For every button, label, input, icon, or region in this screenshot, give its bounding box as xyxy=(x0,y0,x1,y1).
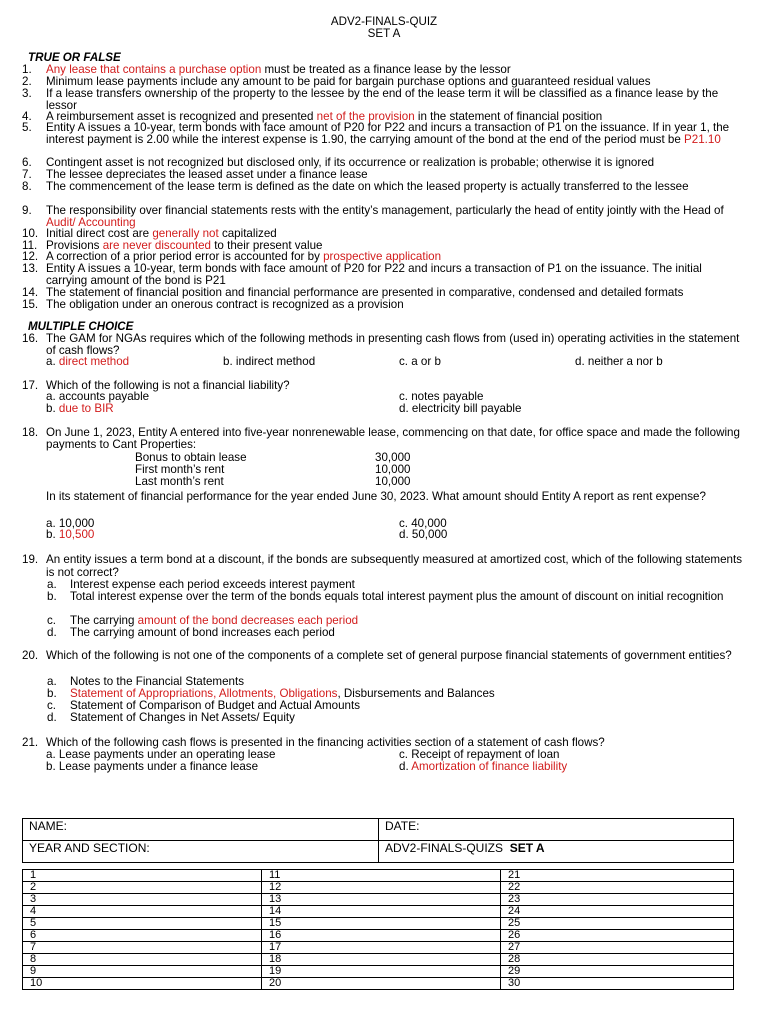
choice-21d: d. Amortization of finance liability xyxy=(399,760,568,773)
answer-cell[interactable]: 30 xyxy=(501,978,734,990)
answer-cell[interactable]: 22 xyxy=(501,882,734,894)
answer-cell[interactable]: 13 xyxy=(262,894,501,906)
tf-item-12: 12. A correction of a prior period error is accounted for by prospective application xyxy=(22,250,442,263)
answer-row xyxy=(23,882,734,894)
tf-item-14: 14. The statement of financial position and financial performance are presented in comparative, condensed and detailed formats xyxy=(22,286,684,299)
answer-cell[interactable]: 11 xyxy=(262,870,501,882)
tf-item-11: 11. Provisions are never discounted to their present value xyxy=(22,239,323,252)
answer-cell[interactable]: 10 xyxy=(23,978,262,990)
answer-highlight: Any lease that contains a purchase option xyxy=(46,63,262,76)
answer-cell[interactable]: 6 xyxy=(23,930,262,942)
name-field[interactable]: NAME: xyxy=(23,819,379,841)
choice-16b: b. indirect method xyxy=(223,355,316,368)
answer-highlight: generally not xyxy=(152,227,219,240)
choice-16d: d. neither a nor b xyxy=(575,355,663,368)
answer-row xyxy=(23,906,734,918)
item-number: 1. xyxy=(22,63,32,76)
answer-cell[interactable]: 19 xyxy=(262,966,501,978)
tf-item-10: 10. Initial direct cost are generally not capitalized xyxy=(22,227,277,240)
tf-item-7: 7. The lessee depreciates the leased asset under a finance lease xyxy=(22,168,368,181)
answer-cell[interactable]: 25 xyxy=(501,918,734,930)
tf-item-3: 3. If a lease transfers ownership of the property to the lessee by the end of the lease term it will be classified as a finance lease by the lessor xyxy=(22,87,719,112)
answer-highlight: due to BIR xyxy=(58,402,114,415)
answer-cell[interactable]: 18 xyxy=(262,954,501,966)
payment-amount: 30,000 xyxy=(375,451,411,464)
payment-label: Bonus to obtain lease xyxy=(135,451,247,464)
payment-label: Last month’s rent xyxy=(135,475,224,488)
answer-row xyxy=(23,918,734,930)
payment-amount: 10,000 xyxy=(375,475,411,488)
tf-item-5: 5. Entity A issues a 10-year, term bonds with face amount of P20 for P22 and incurs a transaction of P1 on the issuance. If in year 1, the interest payment is 2.00 while the interest expense is 1.90, the carrying amount of the bond at the end of the period must be P21.10 xyxy=(22,121,730,146)
quiz-title: ADV2-FINALS-QUIZ xyxy=(330,15,438,28)
answer-cell[interactable]: 12 xyxy=(262,882,501,894)
mc-question-18: 18. On June 1, 2023, Entity A entered into five-year nonrenewable lease, commencing on that date, for office space and made the following payments to Cant Properties: xyxy=(22,426,740,451)
tf-item-6: 6. Contingent asset is not recognized but disclosed only, if its occurrence or realization is probable; otherwise it is ignored xyxy=(22,156,655,169)
answer-grid xyxy=(22,869,734,990)
choice-17a: a. accounts payable xyxy=(46,390,150,403)
choice-16c: c. a or b xyxy=(399,355,441,368)
choice-17d: d. electricity bill payable xyxy=(399,402,522,415)
answer-cell[interactable]: 1 xyxy=(23,870,262,882)
answer-highlight: amount of the bond decreases each period xyxy=(137,614,359,627)
answer-cell[interactable]: 14 xyxy=(262,906,501,918)
choice-17b: b. due to BIR xyxy=(46,402,114,415)
answer-highlight: 10,500 xyxy=(58,528,95,541)
payment-label: First month’s rent xyxy=(135,463,225,476)
answer-cell[interactable]: 4 xyxy=(23,906,262,918)
tf-item-4: 4. A reimbursement asset is recognized and presented net of the provision in the statement of financial position xyxy=(22,110,603,123)
answer-cell[interactable]: 5 xyxy=(23,918,262,930)
answer-row xyxy=(23,978,734,990)
student-info-table xyxy=(22,818,734,863)
answer-cell[interactable]: 21 xyxy=(501,870,734,882)
mc-question-16: 16. The GAM for NGAs requires which of the following methods in presenting cash flows from (used in) operating activities in the statement of cash flows? xyxy=(22,332,740,357)
mc-question-17: 17. Which of the following is not a financial liability? xyxy=(22,379,290,392)
mc-question-21: 21. Which of the following cash flows is presented in the financing activities section of a statement of cash flows? xyxy=(22,736,605,749)
answer-highlight: direct method xyxy=(58,355,130,368)
answer-cell[interactable]: 16 xyxy=(262,930,501,942)
choice-16a: a. direct method xyxy=(46,355,130,368)
answer-cell[interactable]: 28 xyxy=(501,954,734,966)
answer-highlight: Statement of Appropriations, Allotments, Obligations xyxy=(70,687,338,700)
answer-cell[interactable]: 2 xyxy=(23,882,262,894)
mc-heading: MULTIPLE CHOICE xyxy=(28,320,134,333)
choice-18a: a. 10,000 xyxy=(46,517,95,530)
answer-row xyxy=(23,942,734,954)
year-section-field[interactable]: YEAR AND SECTION: xyxy=(23,841,379,863)
answer-cell[interactable]: 9 xyxy=(23,966,262,978)
answer-row xyxy=(23,930,734,942)
tf-item-15: 15. The obligation under an onerous contract is recognized as a provision xyxy=(22,298,404,311)
answer-cell[interactable]: 15 xyxy=(262,918,501,930)
choice-18b: b. 10,500 xyxy=(46,528,95,541)
tf-heading: TRUE OR FALSE xyxy=(28,51,121,64)
choice-18d: d. 50,000 xyxy=(399,528,448,541)
quiz-set-field: ADV2-FINALS-QUIZS SET A xyxy=(379,841,734,863)
answer-cell[interactable]: 24 xyxy=(501,906,734,918)
payment-amount: 10,000 xyxy=(375,463,411,476)
answer-row xyxy=(23,894,734,906)
choice-18c: c. 40,000 xyxy=(399,517,447,530)
mc-question-20: 20. Which of the following is not one of the components of a complete set of general purpose financial statements of government entities? xyxy=(22,649,732,662)
answer-highlight: prospective application xyxy=(323,250,442,263)
answer-cell[interactable]: 26 xyxy=(501,930,734,942)
answer-cell[interactable]: 23 xyxy=(501,894,734,906)
choice-21c: c. Receipt of repayment of loan xyxy=(399,748,560,761)
answer-cell[interactable]: 8 xyxy=(23,954,262,966)
date-field[interactable]: DATE: xyxy=(379,819,734,841)
tf-item-9: 9. The responsibility over financial statements rests with the entity’s management, particularly the head of entity jointly with the Head of Audit/ Accounting xyxy=(22,204,724,229)
question-18-text-2: In its statement of financial performance for the year ended June 30, 2023. What amount should Entity A report as rent expense? xyxy=(46,490,706,503)
answer-highlight: Audit/ Accounting xyxy=(46,215,136,229)
answer-highlight: net of the provision xyxy=(316,110,415,123)
answer-row xyxy=(23,954,734,966)
answer-cell[interactable]: 29 xyxy=(501,966,734,978)
mc-question-19: 19. An entity issues a term bond at a discount, if the bonds are subsequently measured at amortized cost, which of the following statements is not correct? xyxy=(22,553,743,579)
answer-highlight: are never discounted xyxy=(102,239,211,252)
choice-21a: a. Lease payments under an operating lease xyxy=(46,748,276,761)
answer-cell[interactable]: 7 xyxy=(23,942,262,954)
answer-cell[interactable]: 20 xyxy=(262,978,501,990)
answer-highlight: P21.10 xyxy=(684,132,721,146)
tf-item-8: 8. The commencement of the lease term is defined as the date on which the leased property is actually transferred to the lessee xyxy=(22,180,689,193)
answer-cell[interactable]: 27 xyxy=(501,942,734,954)
tf-item-1: 1. Any lease that contains a purchase option must be treated as a finance lease by the lessor xyxy=(22,63,511,76)
choice-17c: c. notes payable xyxy=(399,390,484,403)
answer-row xyxy=(23,870,734,882)
answer-cell[interactable]: 3 xyxy=(23,894,262,906)
quiz-set: SET A xyxy=(367,27,401,40)
answer-row xyxy=(23,966,734,978)
answer-highlight: Amortization of finance liability xyxy=(411,760,568,773)
answer-cell[interactable]: 17 xyxy=(262,942,501,954)
choice-21b: b. Lease payments under a finance lease xyxy=(46,760,259,773)
tf-item-13: 13. Entity A issues a 10-year, term bonds with face amount of P20 for P22 and incurs a transaction of P1 on the issuance. The initial carrying amount of the bond is P21 xyxy=(22,262,702,287)
tf-item-2: 2. Minimum lease payments include any amount to be paid for bargain purchase options and guaranteed residual values xyxy=(22,75,651,88)
